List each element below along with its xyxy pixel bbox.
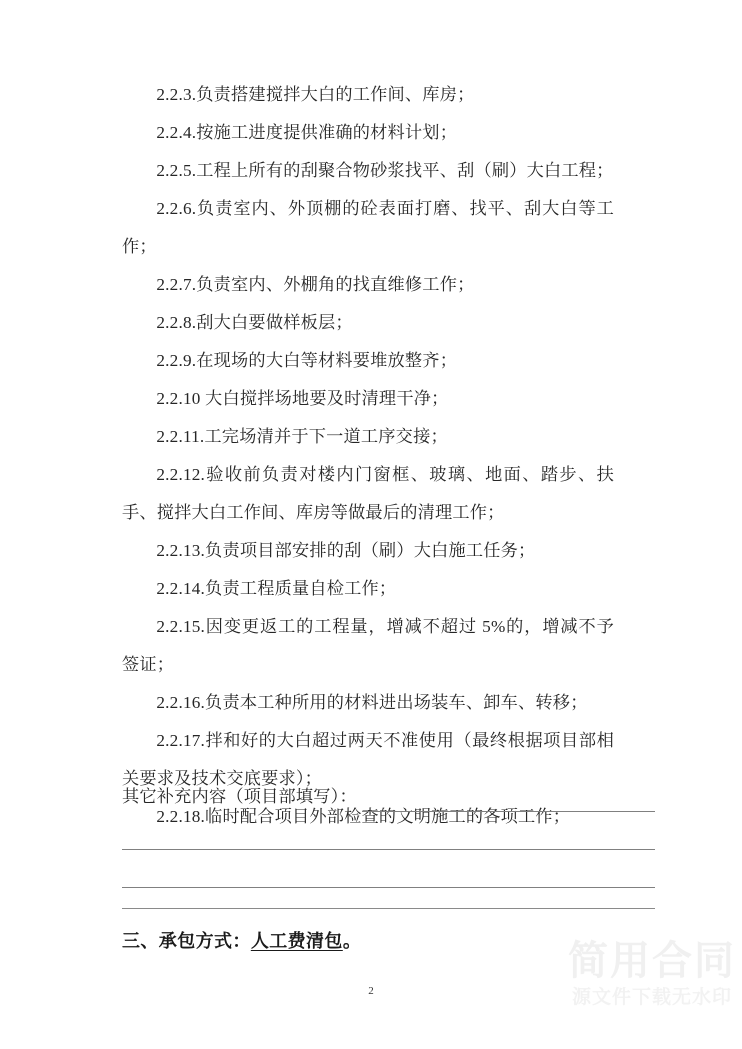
clause-item: 2.2.5.工程上所有的刮聚合物砂浆找平、刮（刷）大白工程；: [156, 161, 614, 180]
clause-item: 2.2.13.负责项目部安排的刮（刷）大白施工任务；: [156, 541, 536, 560]
supplement-blank-line[interactable]: [122, 887, 655, 888]
clause-item: 2.2.18.临时配合项目外部检查的文明施工的各项工作；: [156, 807, 571, 826]
clause-item: 2.2.14.负责工程质量自检工作；: [156, 579, 397, 598]
clause-item: 2.2.8.刮大白要做样板层；: [156, 313, 353, 332]
clause-item: 2.2.10 大白搅拌场地要及时清理干净；: [156, 389, 449, 408]
supplement-blank-line[interactable]: [122, 849, 655, 850]
watermark-main-text: 简用合同: [568, 938, 736, 985]
clause-item: 2.2.6.负责室内、外顶棚的砼表面打磨、找平、刮大白等工作；: [122, 199, 614, 256]
clause-item: 2.2.17.拌和好的大白超过两天不准使用（最终根据项目部相关要求及技术交底要求）；: [122, 731, 614, 788]
page-number: 2: [368, 985, 374, 997]
section-heading-prefix: 三、承包方式：: [122, 931, 251, 951]
supplement-row: [122, 819, 655, 857]
section-heading-value: 人工费清包: [250, 931, 343, 951]
supplement-blank-line[interactable]: [122, 908, 655, 909]
supplement-first-row: [122, 781, 655, 819]
clause-item: 2.2.9.在现场的大白等材料要堆放整齐；: [156, 351, 458, 370]
supplement-blank-line[interactable]: [362, 811, 655, 812]
section-heading-suffix: 。: [342, 931, 362, 951]
clause-item: 2.2.12.验收前负责对楼内门窗框、玻璃、地面、踏步、扶手、搅拌大白工作间、库房等做最后的清理工作；: [122, 465, 614, 522]
supplement-row: [122, 857, 655, 895]
clause-item: 2.2.4.按施工进度提供准确的材料计划；: [156, 123, 458, 142]
supplement-label: 其它补充内容（项目部填写）：: [122, 787, 357, 806]
clause-item: 2.2.7.负责室内、外棚角的找直维修工作；: [156, 275, 475, 294]
watermark: [568, 940, 736, 1009]
clause-item: 2.2.11.工完场清并于下一道工序交接；: [156, 427, 448, 446]
clause-item: 2.2.3.负责搭建搅拌大白的工作间、库房；: [156, 85, 475, 104]
watermark-sub-text: 源文件下载无水印: [571, 986, 732, 1009]
clause-item: 2.2.16.负责本工种所用的材料进出场装车、卸车、转移；: [156, 693, 588, 712]
supplement-block: [122, 781, 655, 895]
section-heading: [122, 926, 361, 956]
document-body: [122, 76, 614, 836]
clause-item: 2.2.15.因变更返工的工程量，增减不超过 5%的，增减不予签证；: [122, 617, 614, 674]
